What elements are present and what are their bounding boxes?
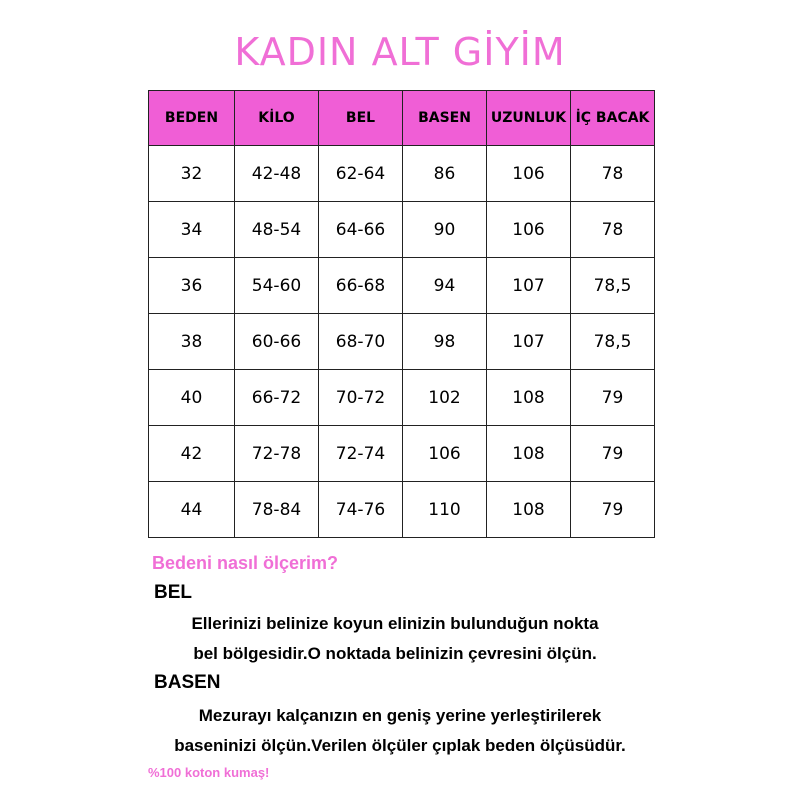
bel-instructions — [140, 609, 650, 669]
table-cell: 78 — [571, 202, 655, 258]
measure-guide-question: Bedeni nasıl ölçerim? — [152, 553, 339, 573]
table-cell: 78,5 — [571, 258, 655, 314]
table-cell: 60-66 — [235, 314, 319, 370]
table-cell: 78-84 — [235, 482, 319, 538]
table-cell: 62-64 — [319, 146, 403, 202]
header-kilo: KİLO — [235, 91, 319, 146]
header-beden: BEDEN — [149, 91, 235, 146]
table-cell: 38 — [149, 314, 235, 370]
table-cell: 79 — [571, 482, 655, 538]
header-ic-bacak: İÇ BACAK — [571, 91, 655, 146]
fabric-note: %100 koton kumaş! — [148, 765, 270, 780]
table-cell: 42-48 — [235, 146, 319, 202]
table-cell: 78,5 — [571, 314, 655, 370]
table-cell: 74-76 — [319, 482, 403, 538]
basen-instructions — [120, 701, 680, 761]
basen-heading: BASEN — [154, 672, 221, 693]
table-cell: 94 — [403, 258, 487, 314]
bel-text-line: bel bölgesidir.O noktada belinizin çevresini ölçün. — [193, 644, 597, 663]
table-cell: 79 — [571, 370, 655, 426]
table-row — [149, 202, 655, 258]
bel-heading: BEL — [154, 582, 192, 603]
table-cell: 110 — [403, 482, 487, 538]
table-cell: 44 — [149, 482, 235, 538]
table-cell: 70-72 — [319, 370, 403, 426]
table-row — [149, 426, 655, 482]
table-cell: 108 — [487, 370, 571, 426]
page-title: KADIN ALT GİYİM — [234, 30, 566, 74]
table-cell: 40 — [149, 370, 235, 426]
header-bel: BEL — [319, 91, 403, 146]
header-basen: BASEN — [403, 91, 487, 146]
table-cell: 72-78 — [235, 426, 319, 482]
table-cell: 64-66 — [319, 202, 403, 258]
table-cell: 32 — [149, 146, 235, 202]
basen-text-line: baseninizi ölçün.Verilen ölçüler çıplak beden ölçüsüdür. — [174, 736, 626, 755]
table-cell: 78 — [571, 146, 655, 202]
table-cell: 68-70 — [319, 314, 403, 370]
table-cell: 79 — [571, 426, 655, 482]
table-cell: 42 — [149, 426, 235, 482]
bel-text-line: Ellerinizi belinize koyun elinizin bulunduğun nokta — [191, 614, 599, 633]
table-cell: 48-54 — [235, 202, 319, 258]
table-cell: 108 — [487, 426, 571, 482]
table-cell: 106 — [487, 202, 571, 258]
table-cell: 34 — [149, 202, 235, 258]
table-cell: 86 — [403, 146, 487, 202]
table-cell: 107 — [487, 258, 571, 314]
table-row — [149, 314, 655, 370]
table-cell: 98 — [403, 314, 487, 370]
table-cell: 106 — [487, 146, 571, 202]
table-row — [149, 146, 655, 202]
table-cell: 90 — [403, 202, 487, 258]
table-cell: 106 — [403, 426, 487, 482]
basen-text-line: Mezurayı kalçanızın en geniş yerine yerleştirilerek — [198, 706, 602, 725]
table-cell: 108 — [487, 482, 571, 538]
table-cell: 107 — [487, 314, 571, 370]
table-row — [149, 370, 655, 426]
table-row — [149, 482, 655, 538]
table-cell: 72-74 — [319, 426, 403, 482]
table-cell: 54-60 — [235, 258, 319, 314]
size-table — [148, 90, 655, 538]
table-cell: 102 — [403, 370, 487, 426]
table-row — [149, 258, 655, 314]
table-header-row — [149, 91, 655, 146]
table-cell: 66-72 — [235, 370, 319, 426]
table-cell: 66-68 — [319, 258, 403, 314]
header-uzunluk: UZUNLUK — [487, 91, 571, 146]
table-cell: 36 — [149, 258, 235, 314]
